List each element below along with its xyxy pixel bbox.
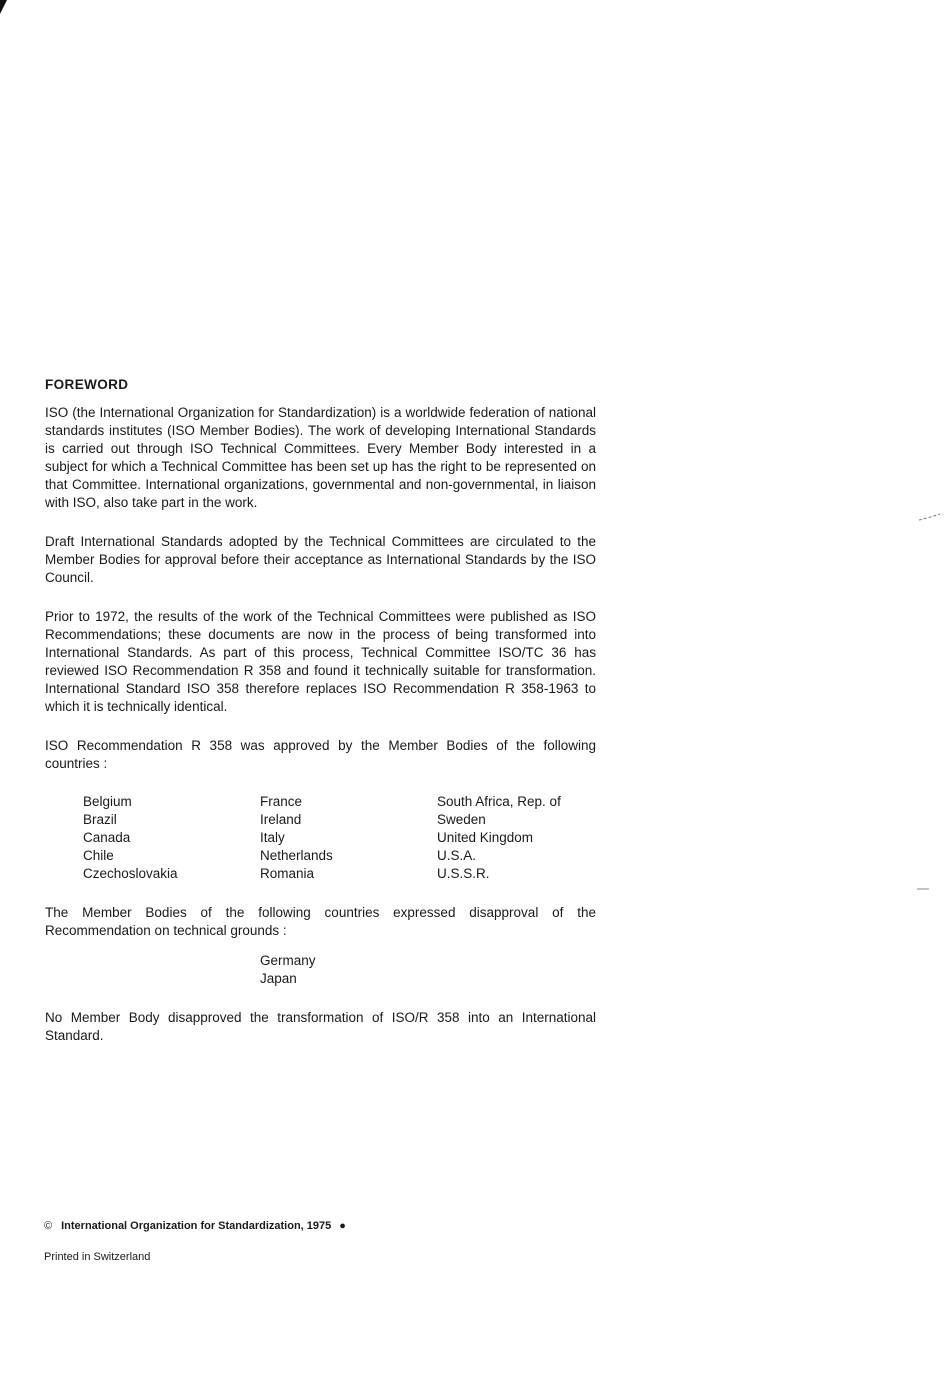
paragraph-draft-standards: Draft International Standards adopted by the Technical Committees are circulated to the Member Bodies for approval before their acceptance as International Standards by the ISO Council. — [45, 534, 596, 585]
country-name: United Kingdom — [437, 830, 534, 845]
country-name: France — [260, 794, 303, 809]
copyright-text: International Organization for Standardization, 1975 — [61, 1220, 332, 1232]
disapproving-countries-list — [260, 952, 596, 988]
copyright-icon: © — [44, 1220, 53, 1232]
country-name: Netherlands — [260, 848, 333, 863]
country-name: Canada — [83, 830, 131, 845]
country-name: Germany — [260, 953, 316, 968]
printed-in-notice: Printed in Switzerland — [44, 1251, 151, 1263]
country-column — [437, 793, 561, 883]
scan-corner-mark — [0, 0, 7, 14]
paragraph-iso-intro: ISO (the International Organization for Standardization) is a worldwide federation of national standards institutes (ISO Member Bodies). The work of developing International Standards is carried out through ISO Technical Committees. Every Member Body interested in a subject for which a Technical Committee has been set up has the right to be represented on that Committee. International organizations, governmental and non-governmental, in liaison with ISO, also take part in the work. — [45, 405, 596, 510]
country-name: Belgium — [83, 794, 132, 809]
country-column — [260, 793, 333, 883]
country-name: Ireland — [260, 812, 302, 827]
country-name: South Africa, Rep. of — [437, 794, 561, 809]
country-name: Chile — [83, 848, 114, 863]
paragraph-transformation: Prior to 1972, the results of the work of the Technical Committees were published as ISO Recommendations; these documents are now in the process of being transformed into International Standards. As part of this process, Technical Committee ISO/TC 36 has reviewed ISO Recommendation R 358 and found it technically suitable for transformation. International Standard ISO 358 therefore replaces ISO Recommendation R 358-1963 to which it is technically identical. — [45, 609, 596, 714]
country-name: Brazil — [83, 812, 117, 827]
copyright-notice — [44, 1220, 346, 1232]
country-column — [83, 793, 178, 883]
country-name: Czechoslovakia — [83, 866, 178, 881]
foreword-heading: FOREWORD — [45, 377, 129, 392]
paragraph-approval: ISO Recommendation R 358 was approved by the Member Bodies of the following countries : — [45, 738, 596, 771]
approving-countries-table — [45, 793, 596, 883]
scan-artifact-mark — [918, 512, 942, 522]
paragraph-disapproval: The Member Bodies of the following countries expressed disapproval of the Recommendation on technical grounds : — [45, 905, 596, 938]
country-name: Romania — [260, 866, 315, 881]
country-name: Sweden — [437, 812, 486, 827]
bullet-icon: ● — [339, 1220, 346, 1232]
country-name: U.S.S.R. — [437, 866, 490, 881]
scan-artifact-mark — [916, 886, 930, 892]
country-name: Japan — [260, 971, 297, 986]
country-name: U.S.A. — [437, 848, 477, 863]
country-name: Italy — [260, 830, 285, 845]
foreword-section — [45, 377, 596, 1045]
paragraph-closing: No Member Body disapproved the transformation of ISO/R 358 into an International Standard. — [45, 1010, 596, 1043]
